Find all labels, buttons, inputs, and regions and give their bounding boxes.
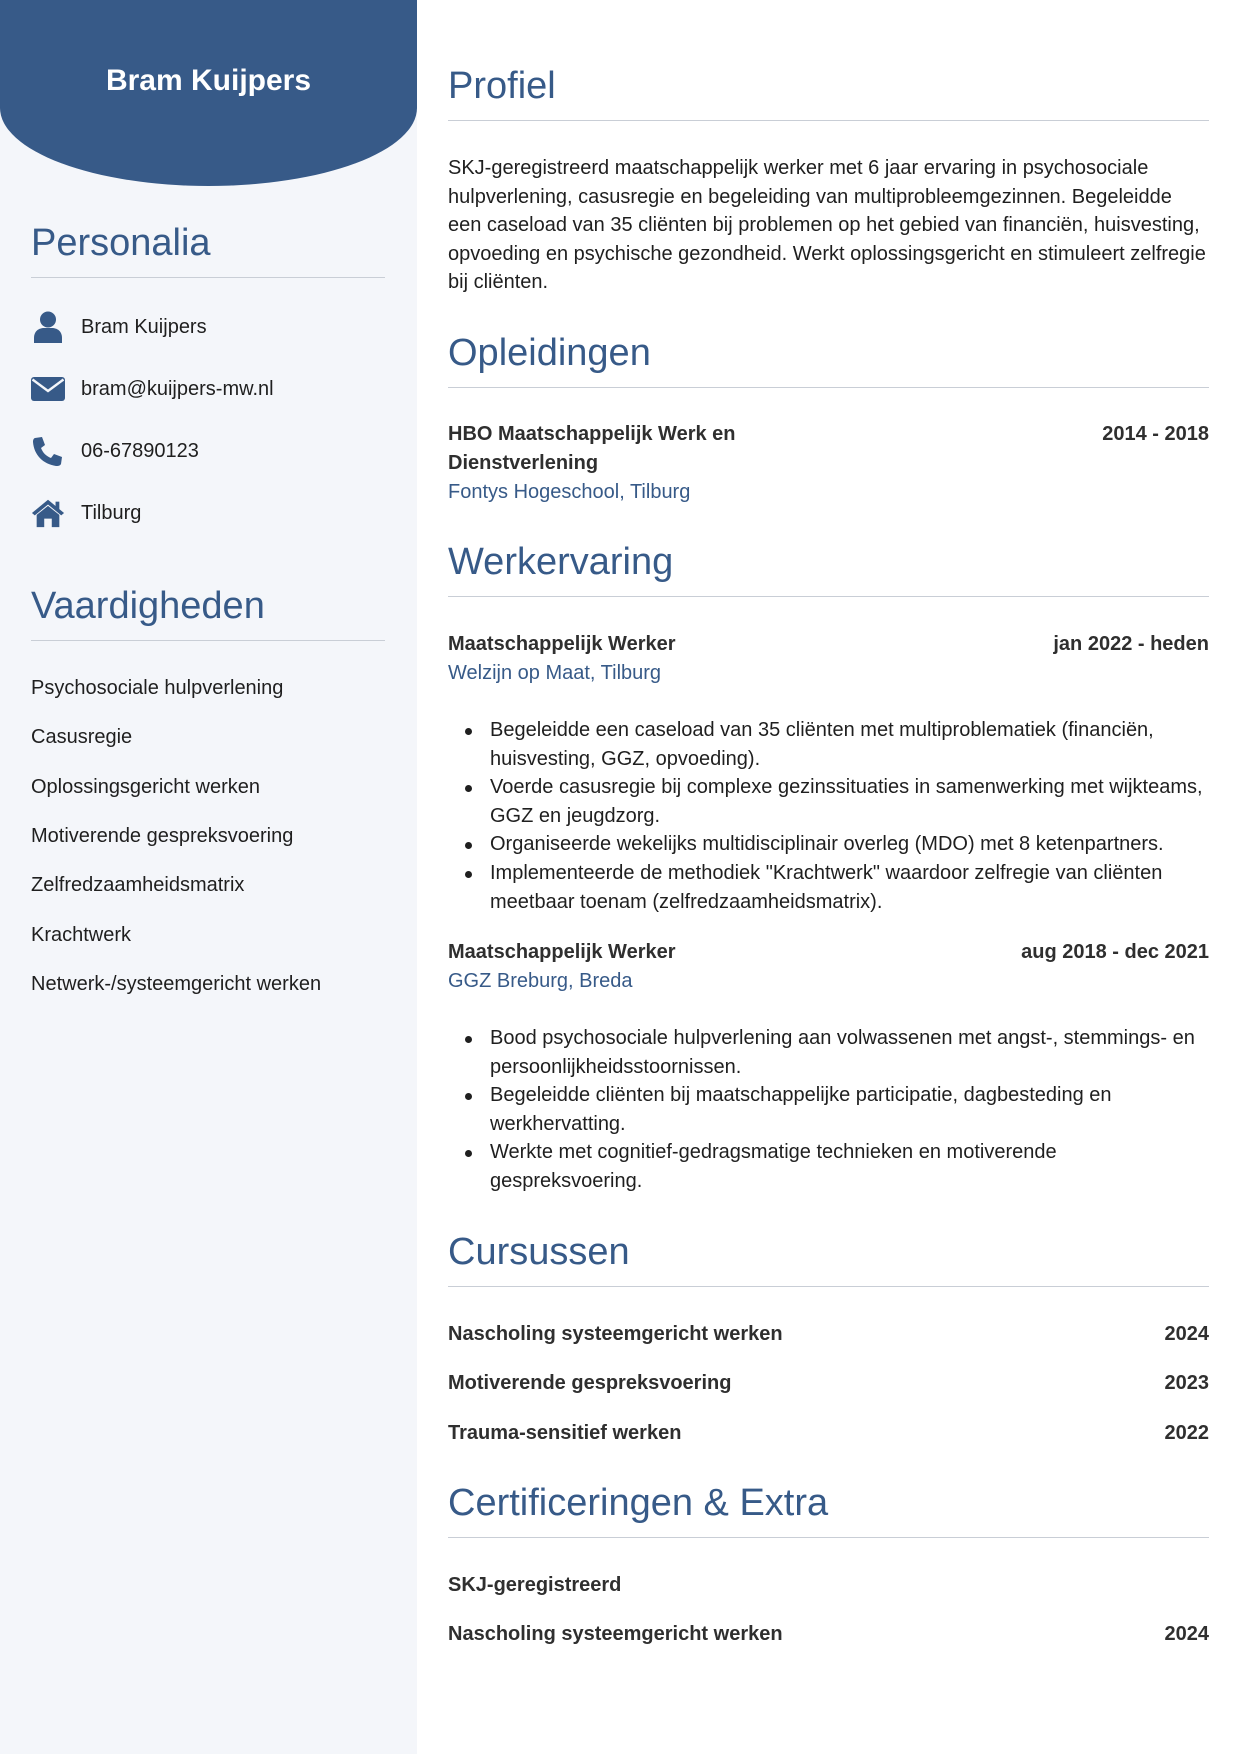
list-item: Implementeerde de methodiek "Krachtwerk" waardoor zelfregie van cliënten meetbaar toenam (zelfredzaamheidsmatrix).	[448, 859, 1209, 916]
certification-title: SKJ-geregistreerd	[448, 1574, 622, 1596]
sidebar-name: Bram Kuijpers	[105, 64, 312, 97]
education-title: Opleidingen	[448, 332, 1209, 388]
course-title: Nascholing systeemgericht werken	[448, 1323, 783, 1345]
courses-title: Cursussen	[448, 1231, 1209, 1287]
certification-row	[448, 1571, 1209, 1600]
personalia-title: Personalia	[31, 222, 385, 278]
course-date: 2023	[1164, 1372, 1209, 1394]
education-entry-title: HBO Maatschappelijk Werk en Dienstverlening	[448, 423, 736, 474]
experience-entry-title: Maatschappelijk Werker	[448, 633, 676, 655]
certification-title: Nascholing systeemgericht werken	[448, 1623, 783, 1645]
experience-entry-employer: GGZ Breburg, Breda	[448, 970, 633, 992]
course-row	[448, 1369, 1209, 1398]
user-icon	[31, 310, 65, 344]
experience-bullet-list	[448, 1024, 1209, 1196]
experience-entry-date: aug 2018 - dec 2021	[1021, 941, 1209, 963]
certifications-title: Certificeringen & Extra	[448, 1482, 1209, 1538]
skill-item: Motiverende gespreksvoering	[31, 825, 294, 847]
certification-date: 2024	[1164, 1623, 1209, 1645]
experience-bullet-list	[448, 716, 1209, 916]
education-entry-date: 2014 - 2018	[1102, 423, 1209, 445]
experience-title: Werkervaring	[448, 541, 1209, 597]
skill-item: Netwerk-/systeemgericht werken	[31, 973, 322, 995]
experience-entry-employer: Welzijn op Maat, Tilburg	[448, 662, 662, 684]
contact-name-row	[31, 307, 207, 347]
list-item: Organiseerde wekelijks multidisciplinair overleg (MDO) met 8 ketenpartners.	[448, 830, 1209, 859]
experience-entry-title: Maatschappelijk Werker	[448, 941, 676, 963]
course-title: Trauma-sensitief werken	[448, 1422, 682, 1444]
course-row	[448, 1320, 1209, 1349]
certification-row	[448, 1620, 1209, 1649]
skill-item: Oplossingsgericht werken	[31, 776, 260, 798]
education-entry-header	[448, 420, 1209, 477]
profile-text: SKJ-geregistreerd maatschappelijk werker met 6 jaar ervaring in psychosociale hulpverlening, casusregie en begeleiding van multiprobleemgezinnen. Begeleidde een caseload van 35 cliënten bij problemen op het gebied van financiën, huisvesting, opvoeding en psychische gezondheid. Werkt oplossingsgericht en stimuleert zelfregie bij cliënten.	[448, 157, 1206, 294]
contact-email[interactable]: bram@kuijpers-mw.nl	[81, 377, 274, 400]
envelope-icon	[31, 372, 65, 406]
list-item: Voerde casusregie bij complexe gezinssituaties in samenwerking met wijkteams, GGZ en jeugdzorg.	[448, 773, 1209, 830]
contact-phone-row	[31, 431, 199, 471]
skills-title: Vaardigheden	[31, 585, 385, 641]
phone-icon	[31, 434, 65, 468]
skill-item: Zelfredzaamheidsmatrix	[31, 874, 245, 896]
contact-phone[interactable]: 06-67890123	[81, 439, 199, 462]
skill-item: Casusregie	[31, 726, 133, 748]
course-date: 2024	[1164, 1323, 1209, 1345]
list-item: Begeleidde een caseload van 35 cliënten met multiproblematiek (financiën, huisvesting, GGZ, opvoeding).	[448, 716, 1209, 773]
contact-location: Tilburg	[81, 501, 142, 524]
education-entry-institution: Fontys Hogeschool, Tilburg	[448, 481, 691, 503]
experience-entry-date: jan 2022 - heden	[1053, 633, 1209, 655]
profile-title: Profiel	[448, 65, 1209, 121]
skills-section	[31, 585, 385, 641]
course-row	[448, 1419, 1209, 1448]
list-item: Bood psychosociale hulpverlening aan volwassenen met angst-, stemmings- en persoonlijkheidsstoornissen.	[448, 1024, 1209, 1081]
course-title: Motiverende gespreksvoering	[448, 1372, 732, 1394]
contact-name: Bram Kuijpers	[81, 315, 207, 338]
contact-email-row	[31, 369, 274, 409]
list-item: Begeleidde cliënten bij maatschappelijke participatie, dagbesteding en werkhervatting.	[448, 1081, 1209, 1138]
experience-entry-header	[448, 630, 1209, 659]
list-item: Werkte met cognitief-gedragsmatige technieken en motiverende gespreksvoering.	[448, 1138, 1209, 1195]
experience-entry-header	[448, 938, 1209, 967]
skill-item: Psychosociale hulpverlening	[31, 677, 284, 699]
course-date: 2022	[1164, 1422, 1209, 1444]
skill-item: Krachtwerk	[31, 924, 132, 946]
contact-location-row	[31, 493, 141, 533]
home-icon	[31, 496, 65, 530]
personalia-section	[31, 222, 385, 278]
